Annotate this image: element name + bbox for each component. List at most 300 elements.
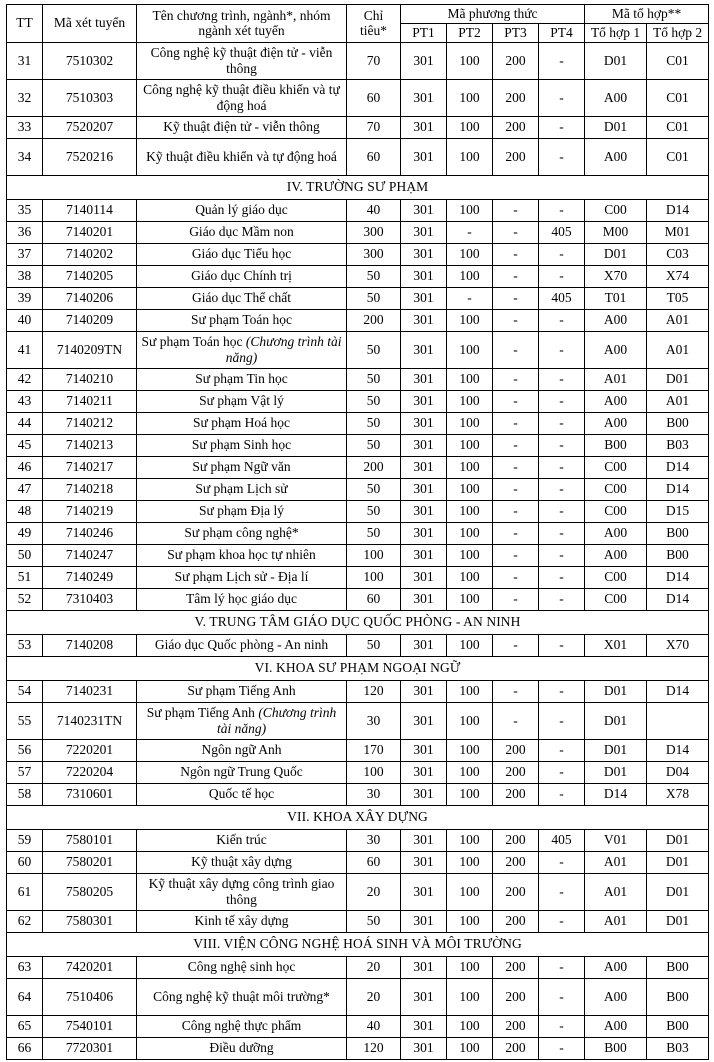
cell-pt4: - bbox=[539, 199, 585, 221]
cell-quota: 40 bbox=[347, 199, 401, 221]
cell-code: 7140209TN bbox=[43, 331, 137, 368]
cell-combo-2: B00 bbox=[647, 522, 709, 544]
cell-pt4: - bbox=[539, 412, 585, 434]
cell-code: 7510406 bbox=[43, 978, 137, 1015]
program-name-text: Công nghệ kỹ thuật điện tử - viễn thông bbox=[150, 44, 333, 76]
cell-pt1: 301 bbox=[401, 309, 447, 331]
cell-pt2: 100 bbox=[447, 79, 493, 116]
program-name-text: Kỹ thuật điều khiển và tự động hoá bbox=[146, 148, 337, 164]
cell-combo-1: D01 bbox=[585, 761, 647, 783]
cell-program-name bbox=[137, 243, 347, 265]
cell-pt2: 100 bbox=[447, 680, 493, 702]
cell-combo-1: A00 bbox=[585, 978, 647, 1015]
cell-combo-2: D01 bbox=[647, 368, 709, 390]
cell-pt4: - bbox=[539, 634, 585, 656]
header-program: Tên chương trình, ngành*, nhóm ngành xét tuyển bbox=[137, 5, 347, 43]
cell-pt3: - bbox=[493, 331, 539, 368]
cell-pt2: 100 bbox=[447, 500, 493, 522]
cell-tt: 51 bbox=[7, 566, 43, 588]
cell-pt4: - bbox=[539, 500, 585, 522]
cell-pt4: - bbox=[539, 522, 585, 544]
cell-pt4: - bbox=[539, 873, 585, 910]
cell-code: 7220204 bbox=[43, 761, 137, 783]
cell-pt2: 100 bbox=[447, 116, 493, 138]
cell-pt3: 200 bbox=[493, 761, 539, 783]
table-header bbox=[7, 5, 709, 43]
cell-program-name bbox=[137, 739, 347, 761]
cell-program-name bbox=[137, 1037, 347, 1059]
program-name-text: Công nghệ kỹ thuật môi trường* bbox=[153, 988, 330, 1004]
cell-pt1: 301 bbox=[401, 702, 447, 739]
cell-combo-1: A00 bbox=[585, 138, 647, 175]
cell-combo-1: D01 bbox=[585, 42, 647, 79]
cell-code: 7220201 bbox=[43, 739, 137, 761]
cell-pt3: - bbox=[493, 309, 539, 331]
cell-pt3: 200 bbox=[493, 873, 539, 910]
cell-combo-1: A01 bbox=[585, 851, 647, 873]
cell-pt1: 301 bbox=[401, 566, 447, 588]
cell-quota: 100 bbox=[347, 566, 401, 588]
program-name-text: Sư phạm Toán học bbox=[141, 333, 246, 349]
cell-quota: 170 bbox=[347, 739, 401, 761]
cell-pt2: 100 bbox=[447, 761, 493, 783]
cell-pt3: 200 bbox=[493, 851, 539, 873]
cell-pt2: 100 bbox=[447, 138, 493, 175]
cell-tt: 35 bbox=[7, 199, 43, 221]
table-section-row bbox=[7, 656, 709, 680]
cell-combo-1: A00 bbox=[585, 390, 647, 412]
table-row bbox=[7, 522, 709, 544]
header-code: Mã xét tuyển bbox=[43, 5, 137, 43]
cell-pt1: 301 bbox=[401, 243, 447, 265]
cell-quota: 300 bbox=[347, 243, 401, 265]
cell-pt1: 301 bbox=[401, 42, 447, 79]
program-name-text: Kinh tế xây dựng bbox=[194, 913, 289, 929]
cell-code: 7140205 bbox=[43, 265, 137, 287]
cell-code: 7140231TN bbox=[43, 702, 137, 739]
cell-combo-2: D01 bbox=[647, 910, 709, 932]
cell-program-name bbox=[137, 309, 347, 331]
cell-program-name bbox=[137, 42, 347, 79]
cell-quota: 50 bbox=[347, 910, 401, 932]
cell-pt3: - bbox=[493, 221, 539, 243]
cell-pt3: - bbox=[493, 500, 539, 522]
table-row bbox=[7, 1015, 709, 1037]
cell-quota: 20 bbox=[347, 978, 401, 1015]
cell-tt: 61 bbox=[7, 873, 43, 910]
cell-pt1: 301 bbox=[401, 456, 447, 478]
cell-quota: 60 bbox=[347, 138, 401, 175]
cell-pt3: 200 bbox=[493, 910, 539, 932]
table-row bbox=[7, 79, 709, 116]
cell-code: 7140218 bbox=[43, 478, 137, 500]
program-name-text: Sư phạm Tin học bbox=[195, 371, 288, 387]
cell-pt3: - bbox=[493, 588, 539, 610]
cell-pt1: 301 bbox=[401, 761, 447, 783]
cell-pt1: 301 bbox=[401, 956, 447, 978]
cell-pt3: - bbox=[493, 702, 539, 739]
cell-code: 7580201 bbox=[43, 851, 137, 873]
cell-code: 7510303 bbox=[43, 79, 137, 116]
cell-pt4: - bbox=[539, 79, 585, 116]
program-name-text: Quản lý giáo dục bbox=[195, 202, 288, 218]
cell-program-name bbox=[137, 500, 347, 522]
cell-tt: 53 bbox=[7, 634, 43, 656]
cell-pt2: 100 bbox=[447, 42, 493, 79]
header-pt2: PT2 bbox=[447, 23, 493, 42]
cell-pt4: - bbox=[539, 243, 585, 265]
cell-combo-1: A00 bbox=[585, 79, 647, 116]
cell-pt2: 100 bbox=[447, 739, 493, 761]
cell-code: 7140209 bbox=[43, 309, 137, 331]
cell-program-name bbox=[137, 116, 347, 138]
cell-program-name bbox=[137, 456, 347, 478]
cell-combo-2: B00 bbox=[647, 978, 709, 1015]
cell-quota: 120 bbox=[347, 1037, 401, 1059]
cell-pt1: 301 bbox=[401, 287, 447, 309]
cell-combo-2: C01 bbox=[647, 116, 709, 138]
cell-combo-2: X70 bbox=[647, 634, 709, 656]
program-name-text: Giáo dục Quốc phòng - An ninh bbox=[154, 637, 329, 653]
cell-code: 7540101 bbox=[43, 1015, 137, 1037]
cell-pt2: - bbox=[447, 221, 493, 243]
table-row bbox=[7, 702, 709, 739]
cell-code: 7140246 bbox=[43, 522, 137, 544]
cell-pt1: 301 bbox=[401, 739, 447, 761]
program-name-text: Ngôn ngữ Anh bbox=[201, 742, 282, 758]
cell-combo-1: A00 bbox=[585, 522, 647, 544]
cell-pt2: 100 bbox=[447, 588, 493, 610]
cell-combo-2: X78 bbox=[647, 783, 709, 805]
cell-pt3: - bbox=[493, 412, 539, 434]
cell-combo-1: D01 bbox=[585, 739, 647, 761]
cell-code: 7310403 bbox=[43, 588, 137, 610]
admissions-table bbox=[6, 4, 709, 1060]
table-row bbox=[7, 739, 709, 761]
table-row bbox=[7, 956, 709, 978]
cell-pt2: 100 bbox=[447, 368, 493, 390]
cell-pt1: 301 bbox=[401, 544, 447, 566]
cell-pt4: - bbox=[539, 1015, 585, 1037]
cell-combo-1: C00 bbox=[585, 588, 647, 610]
cell-combo-1: C00 bbox=[585, 566, 647, 588]
cell-tt: 40 bbox=[7, 309, 43, 331]
cell-program-name bbox=[137, 680, 347, 702]
cell-quota: 50 bbox=[347, 368, 401, 390]
cell-program-name bbox=[137, 566, 347, 588]
cell-pt4: - bbox=[539, 331, 585, 368]
cell-program-name bbox=[137, 265, 347, 287]
table-row bbox=[7, 138, 709, 175]
program-name-text: Sư phạm Vật lý bbox=[199, 393, 284, 409]
cell-tt: 66 bbox=[7, 1037, 43, 1059]
cell-pt4: - bbox=[539, 680, 585, 702]
cell-quota: 100 bbox=[347, 544, 401, 566]
table-row bbox=[7, 434, 709, 456]
cell-pt2: 100 bbox=[447, 478, 493, 500]
program-name-text: Giáo dục Chính trị bbox=[191, 268, 292, 284]
cell-pt2: 100 bbox=[447, 265, 493, 287]
cell-tt: 44 bbox=[7, 412, 43, 434]
cell-combo-1: A00 bbox=[585, 412, 647, 434]
cell-combo-2: D01 bbox=[647, 829, 709, 851]
cell-combo-1: D14 bbox=[585, 783, 647, 805]
cell-code: 7140202 bbox=[43, 243, 137, 265]
cell-pt4: - bbox=[539, 478, 585, 500]
cell-pt1: 301 bbox=[401, 368, 447, 390]
cell-quota: 60 bbox=[347, 851, 401, 873]
program-name-text: Sư phạm Lịch sử - Địa lí bbox=[174, 569, 309, 585]
cell-program-name bbox=[137, 434, 347, 456]
header-combo-group: Mã tổ hợp** bbox=[585, 5, 709, 24]
cell-combo-1: X70 bbox=[585, 265, 647, 287]
cell-pt2: 100 bbox=[447, 1015, 493, 1037]
cell-pt4: - bbox=[539, 739, 585, 761]
cell-combo-1: C00 bbox=[585, 456, 647, 478]
cell-code: 7420201 bbox=[43, 956, 137, 978]
cell-program-name bbox=[137, 588, 347, 610]
cell-tt: 63 bbox=[7, 956, 43, 978]
cell-pt4: - bbox=[539, 368, 585, 390]
cell-combo-1: A00 bbox=[585, 956, 647, 978]
cell-pt2: 100 bbox=[447, 634, 493, 656]
cell-combo-2: C01 bbox=[647, 79, 709, 116]
section-title: VII. KHOA XÂY DỰNG bbox=[7, 805, 709, 829]
cell-pt2: 100 bbox=[447, 243, 493, 265]
program-name-text: Tâm lý học giáo dục bbox=[186, 591, 297, 607]
cell-quota: 200 bbox=[347, 309, 401, 331]
cell-combo-1: T01 bbox=[585, 287, 647, 309]
cell-pt2: 100 bbox=[447, 566, 493, 588]
cell-tt: 46 bbox=[7, 456, 43, 478]
cell-program-name bbox=[137, 829, 347, 851]
cell-pt3: - bbox=[493, 456, 539, 478]
header-combo-1: Tổ hợp 1 bbox=[585, 23, 647, 42]
cell-code: 7140249 bbox=[43, 566, 137, 588]
cell-pt3: 200 bbox=[493, 783, 539, 805]
cell-combo-2: D15 bbox=[647, 500, 709, 522]
table-row bbox=[7, 331, 709, 368]
table-row bbox=[7, 566, 709, 588]
cell-combo-2: D04 bbox=[647, 761, 709, 783]
cell-tt: 42 bbox=[7, 368, 43, 390]
table-row bbox=[7, 116, 709, 138]
program-name-text: Ngôn ngữ Trung Quốc bbox=[180, 764, 303, 780]
cell-tt: 57 bbox=[7, 761, 43, 783]
cell-program-name bbox=[137, 390, 347, 412]
cell-combo-1: D01 bbox=[585, 680, 647, 702]
cell-code: 7140217 bbox=[43, 456, 137, 478]
program-name-text: Công nghệ kỹ thuật điều khiển và tự động hoá bbox=[143, 81, 340, 113]
program-name-text: Điều dưỡng bbox=[209, 1040, 274, 1056]
table-row bbox=[7, 873, 709, 910]
program-name-text: Giáo dục Mầm non bbox=[189, 224, 294, 240]
cell-pt2: 100 bbox=[447, 390, 493, 412]
cell-quota: 20 bbox=[347, 873, 401, 910]
cell-combo-1: D01 bbox=[585, 243, 647, 265]
cell-pt1: 301 bbox=[401, 412, 447, 434]
cell-pt4: 405 bbox=[539, 287, 585, 309]
table-row bbox=[7, 910, 709, 932]
cell-tt: 39 bbox=[7, 287, 43, 309]
cell-combo-1: A01 bbox=[585, 873, 647, 910]
header-combo-2: Tổ hợp 2 bbox=[647, 23, 709, 42]
table-section-row bbox=[7, 932, 709, 956]
cell-pt1: 301 bbox=[401, 79, 447, 116]
table-row bbox=[7, 978, 709, 1015]
cell-pt3: - bbox=[493, 478, 539, 500]
cell-code: 7510302 bbox=[43, 42, 137, 79]
cell-pt1: 301 bbox=[401, 873, 447, 910]
cell-pt2: 100 bbox=[447, 702, 493, 739]
cell-program-name bbox=[137, 478, 347, 500]
cell-combo-1: D01 bbox=[585, 116, 647, 138]
cell-combo-1: C00 bbox=[585, 199, 647, 221]
table-row bbox=[7, 368, 709, 390]
cell-pt4: - bbox=[539, 42, 585, 79]
program-name-note: (Chương trình tài năng) bbox=[216, 704, 337, 736]
cell-code: 7140213 bbox=[43, 434, 137, 456]
cell-code: 7140114 bbox=[43, 199, 137, 221]
cell-pt4: - bbox=[539, 265, 585, 287]
table-section-row bbox=[7, 805, 709, 829]
header-tt: TT bbox=[7, 5, 43, 43]
table-row bbox=[7, 221, 709, 243]
cell-pt4: - bbox=[539, 544, 585, 566]
cell-pt1: 301 bbox=[401, 390, 447, 412]
cell-tt: 33 bbox=[7, 116, 43, 138]
section-title: VIII. VIỆN CÔNG NGHỆ HOÁ SINH VÀ MÔI TRƯỜNG bbox=[7, 932, 709, 956]
program-name-text: Giáo dục Thể chất bbox=[191, 290, 292, 306]
program-name-text: Quốc tế học bbox=[208, 786, 275, 802]
cell-tt: 50 bbox=[7, 544, 43, 566]
cell-pt2: 100 bbox=[447, 1037, 493, 1059]
cell-program-name bbox=[137, 634, 347, 656]
cell-tt: 64 bbox=[7, 978, 43, 1015]
table-row bbox=[7, 634, 709, 656]
cell-quota: 30 bbox=[347, 829, 401, 851]
cell-pt4: - bbox=[539, 116, 585, 138]
cell-pt1: 301 bbox=[401, 434, 447, 456]
cell-combo-2: C03 bbox=[647, 243, 709, 265]
cell-pt2: 100 bbox=[447, 829, 493, 851]
cell-pt2: 100 bbox=[447, 851, 493, 873]
cell-combo-2: T05 bbox=[647, 287, 709, 309]
cell-combo-2: B03 bbox=[647, 434, 709, 456]
cell-tt: 60 bbox=[7, 851, 43, 873]
cell-pt4: - bbox=[539, 390, 585, 412]
cell-combo-2: A01 bbox=[647, 331, 709, 368]
cell-tt: 55 bbox=[7, 702, 43, 739]
cell-pt1: 301 bbox=[401, 680, 447, 702]
section-title: V. TRUNG TÂM GIÁO DỤC QUỐC PHÒNG - AN NINH bbox=[7, 610, 709, 634]
cell-program-name bbox=[137, 978, 347, 1015]
cell-quota: 50 bbox=[347, 500, 401, 522]
cell-pt3: - bbox=[493, 287, 539, 309]
program-name-text: Kiến trúc bbox=[216, 832, 267, 848]
table-row bbox=[7, 680, 709, 702]
cell-program-name bbox=[137, 1015, 347, 1037]
cell-combo-2: D14 bbox=[647, 566, 709, 588]
cell-pt4: 405 bbox=[539, 221, 585, 243]
table-row bbox=[7, 761, 709, 783]
cell-combo-1: M00 bbox=[585, 221, 647, 243]
table-row bbox=[7, 287, 709, 309]
cell-code: 7310601 bbox=[43, 783, 137, 805]
cell-tt: 59 bbox=[7, 829, 43, 851]
cell-code: 7140212 bbox=[43, 412, 137, 434]
cell-pt4: - bbox=[539, 588, 585, 610]
cell-quota: 50 bbox=[347, 390, 401, 412]
cell-pt2: 100 bbox=[447, 978, 493, 1015]
cell-pt1: 301 bbox=[401, 522, 447, 544]
cell-combo-1: A00 bbox=[585, 309, 647, 331]
cell-pt3: - bbox=[493, 522, 539, 544]
program-name-note: (Chương trình tài năng) bbox=[225, 333, 342, 365]
cell-tt: 45 bbox=[7, 434, 43, 456]
cell-combo-2: D14 bbox=[647, 456, 709, 478]
cell-combo-2: B03 bbox=[647, 1037, 709, 1059]
cell-combo-1: A00 bbox=[585, 1015, 647, 1037]
cell-pt2: 100 bbox=[447, 434, 493, 456]
cell-pt3: 200 bbox=[493, 138, 539, 175]
cell-combo-1: X01 bbox=[585, 634, 647, 656]
cell-combo-2: C01 bbox=[647, 138, 709, 175]
cell-pt3: 200 bbox=[493, 116, 539, 138]
cell-program-name bbox=[137, 761, 347, 783]
cell-code: 7520207 bbox=[43, 116, 137, 138]
cell-program-name bbox=[137, 331, 347, 368]
cell-pt2: 100 bbox=[447, 910, 493, 932]
cell-code: 7140210 bbox=[43, 368, 137, 390]
cell-pt1: 301 bbox=[401, 910, 447, 932]
table-row bbox=[7, 1037, 709, 1059]
program-name-text: Sư phạm Tiếng Anh bbox=[187, 683, 296, 699]
cell-combo-1: V01 bbox=[585, 829, 647, 851]
cell-combo-2: D01 bbox=[647, 873, 709, 910]
cell-pt4: - bbox=[539, 566, 585, 588]
cell-combo-2: X74 bbox=[647, 265, 709, 287]
cell-pt3: 200 bbox=[493, 42, 539, 79]
cell-combo-2: B00 bbox=[647, 956, 709, 978]
cell-code: 7520216 bbox=[43, 138, 137, 175]
cell-quota: 50 bbox=[347, 287, 401, 309]
cell-combo-1: B00 bbox=[585, 1037, 647, 1059]
cell-pt3: - bbox=[493, 434, 539, 456]
cell-pt2: 100 bbox=[447, 412, 493, 434]
cell-pt3: 200 bbox=[493, 956, 539, 978]
cell-pt2: 100 bbox=[447, 522, 493, 544]
cell-code: 7140201 bbox=[43, 221, 137, 243]
cell-pt2: 100 bbox=[447, 956, 493, 978]
cell-program-name bbox=[137, 138, 347, 175]
table-row bbox=[7, 500, 709, 522]
program-name-text: Sư phạm Địa lý bbox=[199, 503, 284, 519]
program-name-text: Kỹ thuật điện tử - viễn thông bbox=[163, 119, 320, 135]
cell-pt1: 301 bbox=[401, 199, 447, 221]
cell-code: 7140231 bbox=[43, 680, 137, 702]
table-body bbox=[7, 42, 709, 1059]
cell-combo-2: D01 bbox=[647, 851, 709, 873]
table-row bbox=[7, 309, 709, 331]
cell-pt1: 301 bbox=[401, 221, 447, 243]
section-title: IV. TRƯỜNG SƯ PHẠM bbox=[7, 175, 709, 199]
cell-quota: 20 bbox=[347, 956, 401, 978]
cell-pt3: - bbox=[493, 390, 539, 412]
cell-program-name bbox=[137, 910, 347, 932]
cell-combo-2: A01 bbox=[647, 390, 709, 412]
cell-pt3: - bbox=[493, 243, 539, 265]
